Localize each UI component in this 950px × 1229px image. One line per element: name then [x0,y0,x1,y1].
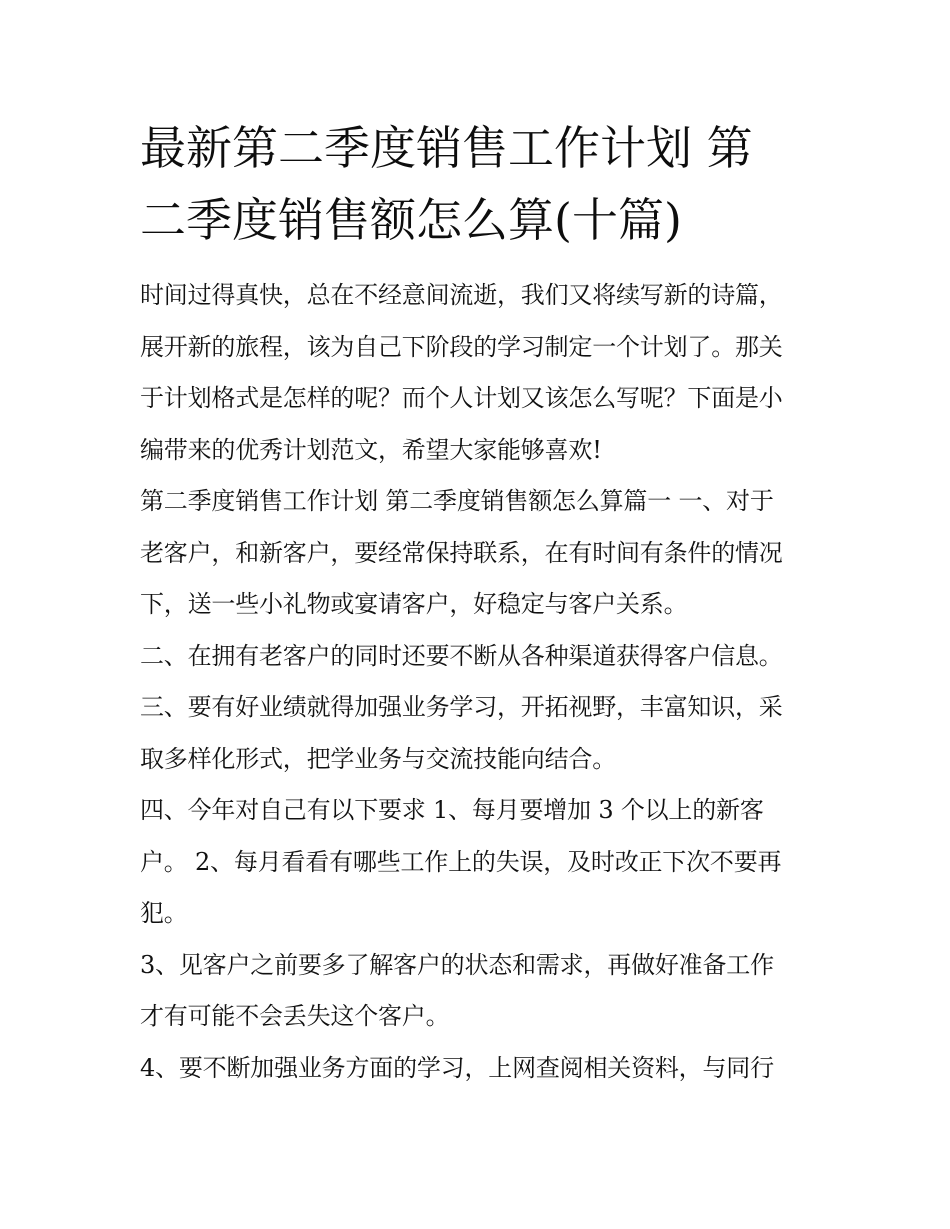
paragraph-line: 犯。 [140,899,188,927]
item-four-paragraph [140,1043,820,1095]
point-two-paragraph [140,631,820,683]
point-three-paragraph [140,682,820,785]
paragraph-line: 二、在拥有老客户的同时还要不断从各种渠道获得客户信息。 [140,641,783,670]
title-line: 最新第二季度销售工作计划 第 [140,121,753,175]
paragraph-line: 下，送一些小礼物或宴请客户，好稳定与客户关系。 [140,590,688,618]
document-title [140,112,820,256]
paragraph-line: 取多样化形式，把学业务与交流技能向结合。 [140,744,616,773]
item-three-paragraph [140,940,820,1043]
paragraph-line: 第二季度销售工作计划 第二季度销售额怎么算篇一 一、对于 [140,487,774,515]
point-four-paragraph [140,785,820,940]
paragraph-line: 四、今年对自己有以下要求 1、每月要增加 3 个以上的新客 [140,796,764,824]
section-one-paragraph [140,476,820,631]
paragraph-line: 于计划格式是怎样的呢？而个人计划又该怎么写呢？下面是小 [140,384,783,412]
paragraph-line: 时间过得真快，总在不经意间流逝，我们又将续写新的诗篇， [140,281,783,309]
paragraph-line: 三、要有好业绩就得加强业务学习，开拓视野，丰富知识，采 [140,693,783,721]
paragraph-line: 户。 2、每月看看有哪些工作上的失误，及时改正下次不要再 [140,847,782,876]
document-content [140,112,820,1094]
paragraph-line: 老客户，和新客户，要经常保持联系，在有时间有条件的情况 [140,538,783,567]
intro-paragraph [140,270,820,476]
paragraph-line: 3、见客户之前要多了解客户的状态和需求，再做好准备工作 [140,950,774,979]
paragraph-line: 展开新的旅程，该为自己下阶段的学习制定一个计划了。那关 [140,332,783,361]
paragraph-line: 编带来的优秀计划范文，希望大家能够喜欢! [140,435,602,464]
title-line: 二季度销售额怎么算(十篇) [140,193,682,247]
paragraph-line: 4、要不断加强业务方面的学习，上网查阅相关资料，与同行 [140,1053,774,1082]
paragraph-line: 才有可能不会丢失这个客户。 [140,1002,450,1030]
